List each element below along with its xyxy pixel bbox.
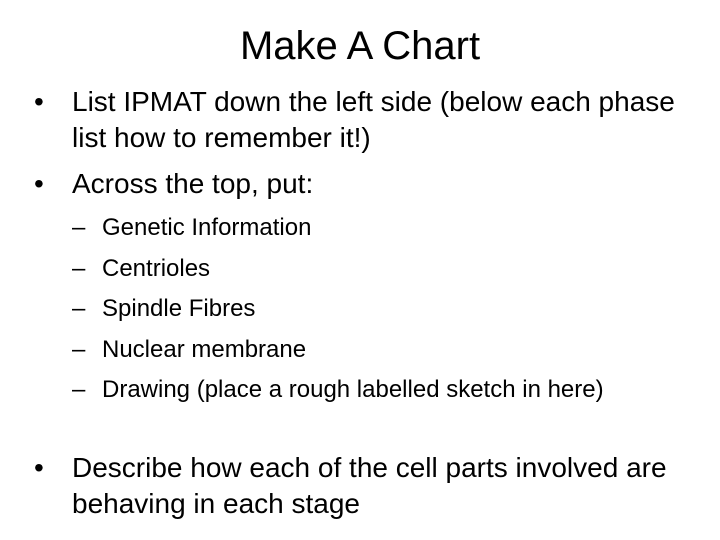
sub-bullet-marker: – bbox=[72, 295, 86, 322]
sub-bullet-text: Spindle Fibres bbox=[102, 295, 256, 322]
bullet-marker: • bbox=[34, 452, 44, 483]
sub-bullet-genetic-information bbox=[72, 214, 662, 242]
sub-bullet-spindle-fibres bbox=[72, 295, 662, 323]
sub-bullet-text: Centrioles bbox=[102, 255, 211, 282]
slide-title: Make A Chart bbox=[239, 24, 481, 68]
bullet-across-top bbox=[34, 166, 692, 202]
bullet-marker: • bbox=[34, 86, 44, 117]
sub-bullet-nuclear-membrane bbox=[72, 336, 662, 364]
bullet-marker: • bbox=[34, 168, 44, 199]
sub-bullet-centrioles bbox=[72, 255, 662, 283]
bullet-list-ipmat bbox=[34, 84, 692, 156]
sub-bullet-marker: – bbox=[72, 336, 86, 363]
bullet-text: List IPMAT down the left side (below each phase list how to remember it!) bbox=[72, 86, 675, 153]
sub-bullet-marker: – bbox=[72, 255, 86, 282]
bullet-describe-cell-parts bbox=[34, 450, 692, 522]
bullet-text: Describe how each of the cell parts involved are behaving in each stage bbox=[72, 452, 667, 519]
sub-bullet-marker: – bbox=[72, 214, 86, 241]
sub-bullet-text: Drawing (place a rough labelled sketch in here) bbox=[102, 376, 604, 403]
sub-bullet-text: Nuclear membrane bbox=[102, 336, 307, 363]
bullet-text: Across the top, put: bbox=[72, 168, 314, 199]
sub-bullet-marker: – bbox=[72, 376, 86, 403]
sub-bullet-drawing bbox=[72, 376, 642, 404]
sub-bullet-text: Genetic Information bbox=[102, 214, 312, 241]
